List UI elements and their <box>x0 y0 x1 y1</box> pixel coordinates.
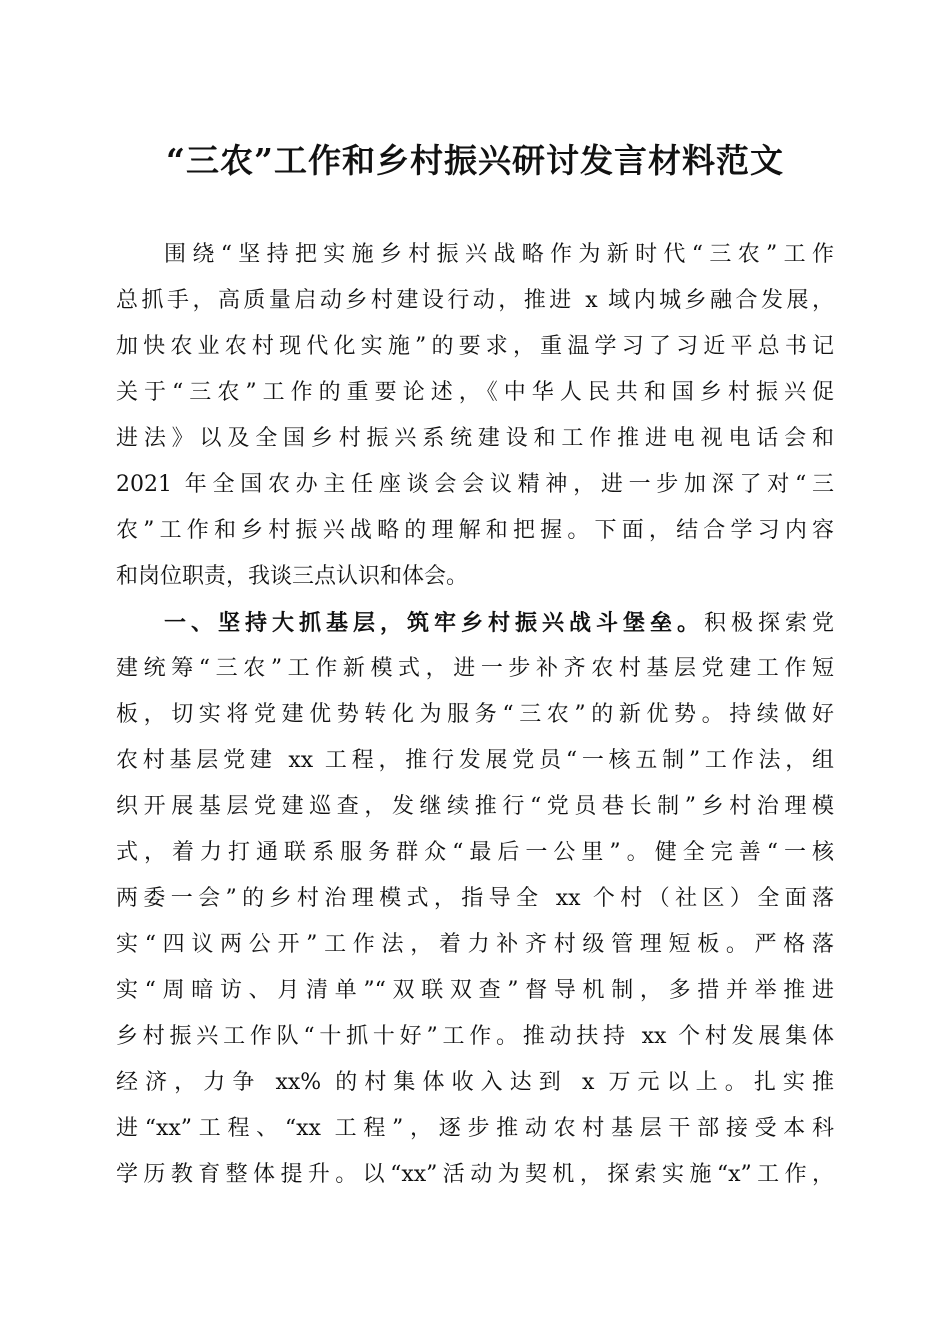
page-title: “三农”工作和乡村振兴研讨发言材料范文 <box>166 141 784 180</box>
text-line: 和岗位职责，我谈三点认识和体会。 <box>116 564 469 589</box>
section-heading-line <box>116 600 834 646</box>
text-line: 围绕“坚持把实施乡村振兴战略作为新时代“三农”工作 <box>164 242 834 267</box>
text-line: 农”工作和乡村振兴战略的理解和把握。下面，结合学习内容 <box>116 518 834 543</box>
intro-paragraph <box>116 232 834 600</box>
section-one-paragraph <box>116 600 834 1198</box>
text-line: 学历教育整体提升。以“xx”活动为契机，探索实施“x”工作， <box>116 1162 834 1187</box>
text-line: 农村基层党建 xx 工程，推行发展党员“一核五制”工作法，组 <box>116 748 834 773</box>
text-line: 织开展基层党建巡查，发继续推行“党员巷长制”乡村治理模 <box>116 794 834 819</box>
text-line: 实“周暗访、月清单”“双联双查”督导机制，多措并举推进 <box>116 978 834 1003</box>
text-line: 式，着力打通联系服务群众“最后一公里”。健全完善“一核 <box>116 840 834 865</box>
text-line: 进“xx”工程、“xx 工程”，逐步推动农村基层干部接受本科 <box>116 1116 834 1141</box>
text-line: 2021 年全国农办主任座谈会会议精神，进一步加深了对“三 <box>116 472 834 497</box>
text-line: 关于“三农”工作的重要论述，《中华人民共和国乡村振兴促 <box>116 380 834 405</box>
text-line: 实“四议两公开”工作法，着力补齐村级管理短板。严格落 <box>116 932 834 957</box>
text-line: 总抓手，高质量启动乡村建设行动，推进 x 域内城乡融合发展， <box>116 288 834 313</box>
text-line: 乡村振兴工作队“十抓十好”工作。推动扶持 xx 个村发展集体 <box>116 1024 834 1049</box>
text-line: 建统筹“三农”工作新模式，进一步补齐农村基层党建工作短 <box>116 656 834 681</box>
text-line: 两委一会”的乡村治理模式，指导全 xx 个村（社区）全面落 <box>116 886 834 911</box>
section-heading: 一、坚持大抓基层，筑牢乡村振兴战斗堡垒。 <box>164 610 704 636</box>
text-line: 进法》以及全国乡村振兴系统建设和工作推进电视电话会和 <box>116 426 834 451</box>
section-heading-rest: 积极探索党 <box>703 611 834 636</box>
text-line: 加快农业农村现代化实施”的要求，重温学习了习近平总书记 <box>116 334 834 359</box>
document-body <box>116 232 834 1198</box>
text-line: 经济，力争 xx% 的村集体收入达到 x 万元以上。扎实推 <box>116 1070 834 1095</box>
text-line: 板，切实将党建优势转化为服务“三农”的新优势。持续做好 <box>116 702 834 727</box>
